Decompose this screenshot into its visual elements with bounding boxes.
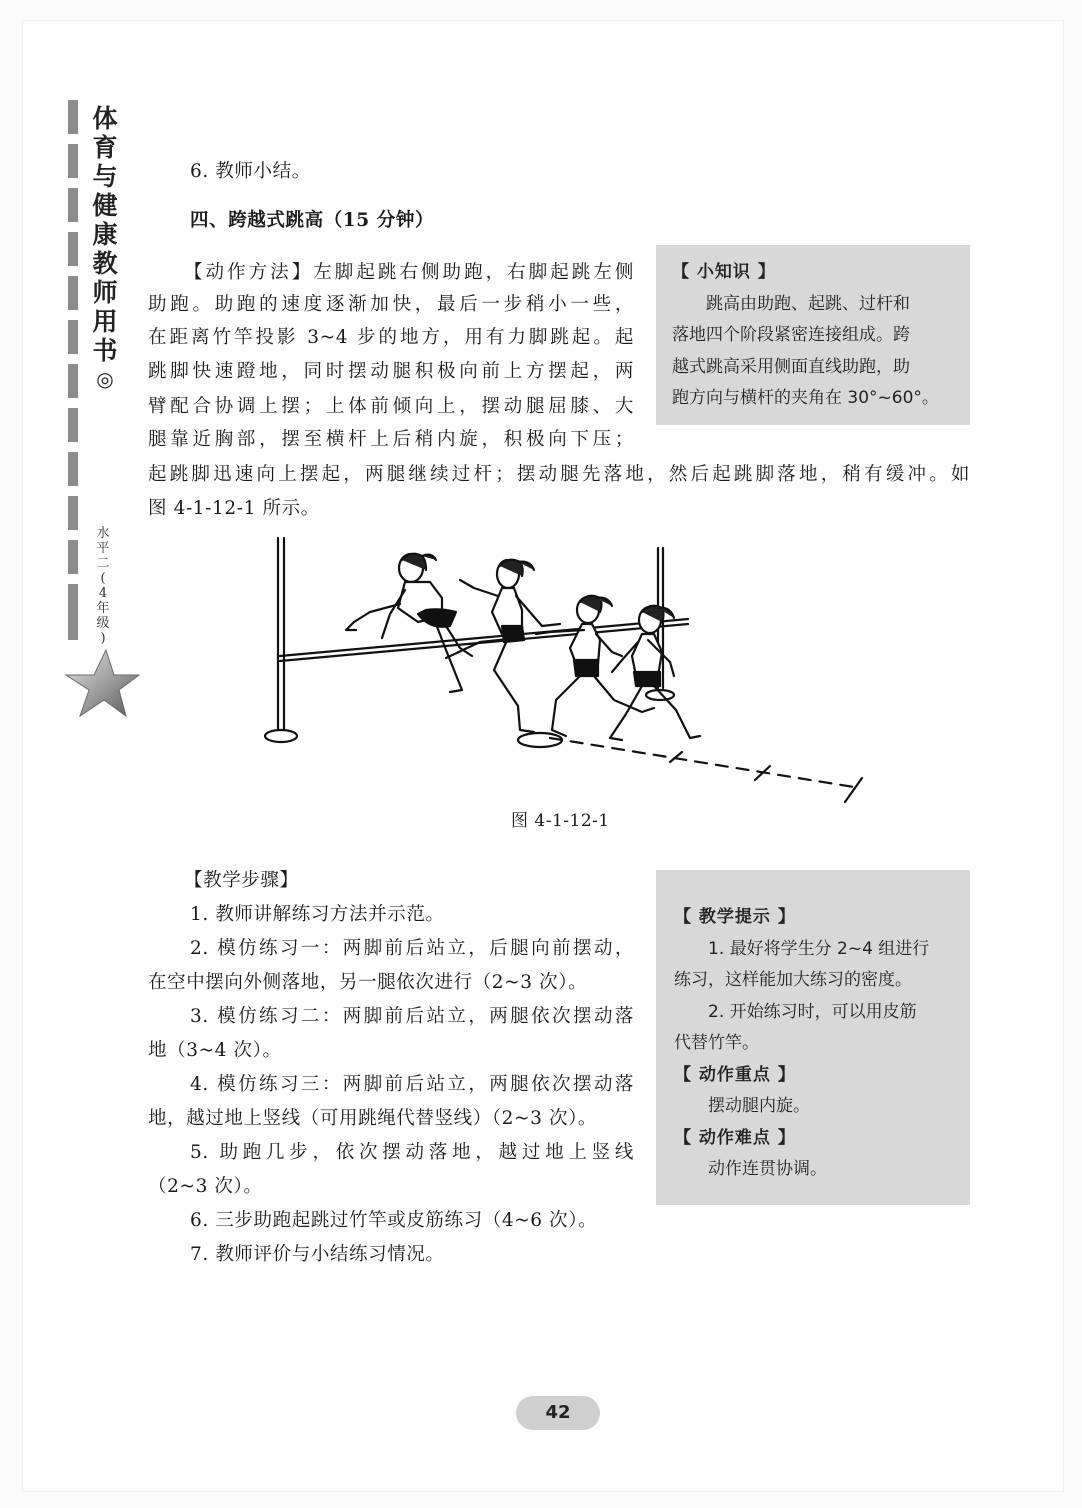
step-line: 6. 三步助跑起跳过竹竿或皮筋练习（4~6 次）。 (190, 1210, 598, 1231)
key-point-text: 摆动腿内旋。 (708, 1096, 810, 1116)
knowledge-line: 越式跳高采用侧面直线助跑，助 (672, 356, 910, 377)
steps-heading: 【教学步骤】 (184, 870, 299, 891)
star-icon (64, 648, 140, 720)
step-line: 5. 助跑几步，依次摆动落地，越过地上竖线 (190, 1142, 634, 1163)
figure-caption: 图 4-1-12-1 (511, 811, 610, 831)
knowledge-line: 跑方向与横杆的夹角在 30°~60°。 (672, 388, 939, 408)
step-line: （2~3 次）。 (148, 1176, 263, 1197)
step-line: 地，越过地上竖线（可用跳绳代替竖线）（2~3 次）。 (148, 1108, 598, 1129)
step-line: 1. 教师讲解练习方法并示范。 (190, 904, 445, 925)
knowledge-line: 跳高由助跑、起跳、过杆和 (706, 293, 910, 314)
section-heading: 四、跨越式跳高（15 分钟） (190, 210, 435, 231)
step-line: 在空中摆向外侧落地，另一腿依次进行（2~3 次）。 (148, 972, 588, 993)
book-title-vertical: 体 育 与 健 康 教 师 用 书 ◎ (92, 104, 118, 391)
knowledge-box-title: 【 小知识 】 (672, 262, 776, 282)
tip-line: 1. 最好将学生分 2~4 组进行 (708, 938, 930, 959)
teaching-tips-box (656, 870, 970, 1205)
difficulty-title: 【 动作难点 】 (674, 1127, 796, 1148)
step-6-summary: 6. 教师小结。 (190, 161, 311, 182)
tip-line: 2. 开始练习时，可以用皮筋 (708, 1001, 917, 1022)
side-decoration-bars (68, 100, 82, 640)
high-jump-illustration (250, 530, 890, 810)
method-line: 图 4-1-12-1 所示。 (148, 498, 320, 519)
step-line: 地（3~4 次）。 (148, 1040, 282, 1061)
method-line: 跳脚快速蹬地，同时摆动腿积极向前上方摆起，两 (148, 361, 634, 382)
method-line: 助跑。助跑的速度逐渐加快，最后一步稍小一些， (148, 294, 634, 315)
difficulty-text: 动作连贯协调。 (708, 1159, 827, 1179)
tips-title: 【 教学提示 】 (674, 907, 796, 927)
step-line: 3. 模仿练习二：两脚前后站立，两腿依次摆动落 (190, 1006, 634, 1027)
key-point-title: 【 动作重点 】 (674, 1064, 796, 1085)
page-number: 42 (516, 1396, 600, 1430)
step-line: 4. 模仿练习三：两脚前后站立，两腿依次摆动落 (190, 1074, 634, 1095)
method-line: 在距离竹竿投影 3~4 步的地方，用有力脚跳起。起 (148, 327, 634, 348)
method-line: 起跳脚迅速向上摆起，两腿继续过杆；摆动腿先落地，然后起跳脚落地，稍有缓冲。如 (148, 464, 970, 485)
tip-line: 代替竹竿。 (674, 1033, 759, 1053)
grade-level-vertical: 水 平 二 ( 4 年 级 ) (96, 526, 110, 646)
step-line: 7. 教师评价与小结练习情况。 (190, 1244, 445, 1265)
tip-line: 练习，这样能加大练习的密度。 (674, 970, 912, 990)
method-line: 腿靠近胸部，摆至横杆上后稍内旋，积极向下压； (148, 429, 634, 450)
knowledge-line: 落地四个阶段紧密连接组成。跨 (672, 325, 910, 345)
method-line: 【动作方法】左脚起跳右侧助跑，右脚起跳左侧 (184, 262, 634, 283)
knowledge-box (656, 245, 970, 425)
step-line: 2. 模仿练习一：两脚前后站立，后腿向前摆动， (190, 938, 634, 959)
method-line: 臂配合协调上摆；上体前倾向上，摆动腿屈膝、大 (148, 396, 634, 417)
